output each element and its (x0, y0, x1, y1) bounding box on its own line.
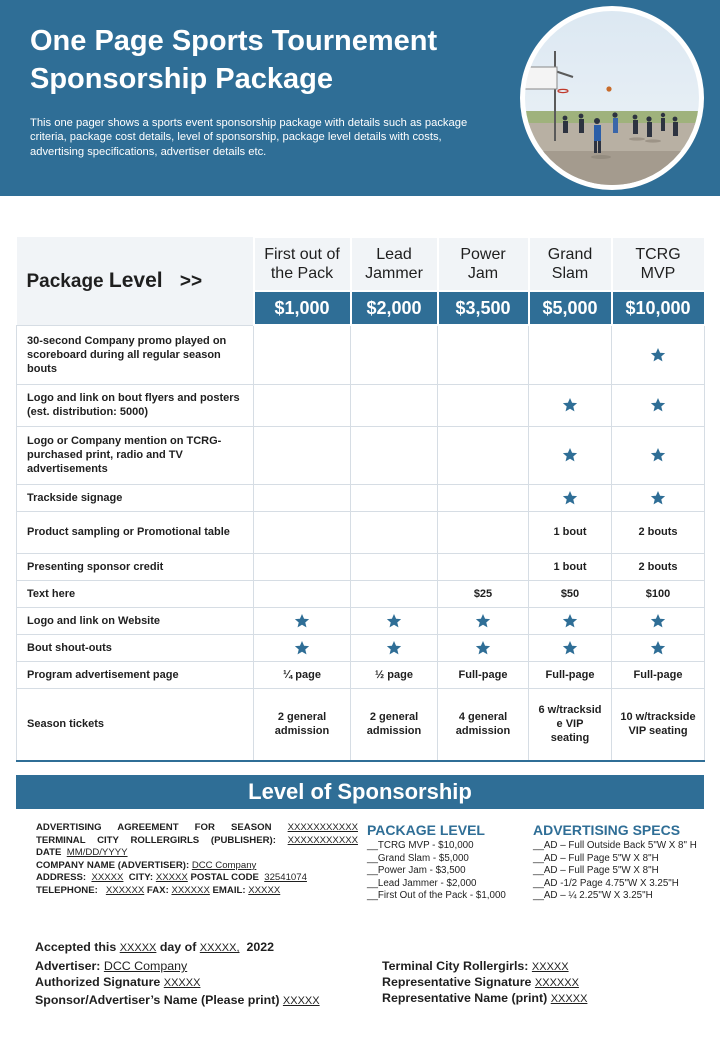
included-cell (612, 426, 705, 484)
value-cell: 2 general admission (351, 688, 438, 761)
value-cell: 1 bout (529, 553, 612, 580)
value-cell: $50 (529, 580, 612, 607)
agreement-publisher-line: TERMINAL CITY ROLLERGIRLS (PUBLISHER): XXXXXXXXXXX (36, 834, 359, 846)
value-cell: $100 (612, 580, 705, 607)
included-cell (529, 484, 612, 511)
terminal-city-value: XXXXX (531, 961, 569, 973)
table-row (17, 634, 705, 661)
package-table (16, 236, 706, 762)
company-value: DCC Company (191, 859, 257, 871)
star-icon (475, 640, 491, 656)
package-level-item: __Lead Jammer - $2,000 (367, 877, 477, 889)
representative-name-line: Representative Name (print) XXXXX (382, 991, 588, 1005)
publisher-value: XXXXXXXXXXX (287, 834, 359, 846)
row-label: Product sampling or Promotional table (17, 511, 254, 553)
agreement-contact-line: TELEPHONE: XXXXXX FAX: XXXXXX EMAIL: XXXXX (36, 884, 281, 896)
value-cell (438, 484, 529, 511)
row-label: Logo and link on Website (17, 607, 254, 634)
value-cell (351, 426, 438, 484)
package-level-title: PACKAGE LEVEL (367, 822, 485, 838)
package-level-heading (17, 237, 254, 325)
page-title-line-2: Sponsorship Package (30, 63, 333, 95)
representative-signature-line: Representative Signature XXXXXX (382, 975, 579, 989)
agreement-company-line: COMPANY NAME (ADVERTISER): DCC Company (36, 859, 257, 871)
package-level-heading-word-1: Package (26, 270, 104, 292)
value-cell: 2 general admission (254, 688, 351, 761)
sponsor-name-line: Sponsor/Advertiser’s Name (Please print) XXXXX (35, 993, 320, 1007)
row-label: Program advertisement page (17, 661, 254, 688)
value-cell (351, 325, 438, 384)
value-cell: 2 bouts (612, 511, 705, 553)
table-row (17, 426, 705, 484)
value-cell (351, 384, 438, 426)
star-icon (650, 640, 666, 656)
basketball-court-photo (525, 11, 699, 185)
value-cell: ¼ page (254, 661, 351, 688)
value-cell (438, 553, 529, 580)
value-cell: 6 w/tracksid e VIP seating (529, 688, 612, 761)
advertiser-line: Advertiser: DCC Company (35, 959, 188, 973)
included-cell (529, 607, 612, 634)
agreement-date-line: DATE MM/DD/YYYY (36, 847, 128, 859)
package-price: $5,000 (529, 291, 612, 325)
table-row (17, 661, 705, 688)
advertising-spec-item: __AD – Full Page 5"W X 8"H (533, 865, 659, 877)
package-price: $10,000 (612, 291, 705, 325)
star-icon (562, 490, 578, 506)
star-icon (386, 613, 402, 629)
value-cell (351, 553, 438, 580)
row-label: Logo and link on bout flyers and posters (est. distribution: 5000) (17, 384, 254, 426)
table-row (17, 511, 705, 553)
season-value: XXXXXXXXXXX (287, 822, 358, 833)
address-value: XXXXX (91, 872, 124, 884)
authorized-signature-value: XXXXX (163, 977, 201, 989)
included-cell (612, 607, 705, 634)
advertising-specs-title: ADVERTISING SPECS (533, 822, 681, 838)
star-icon (650, 447, 666, 463)
representative-signature-value: XXXXXX (534, 977, 579, 989)
star-icon (475, 613, 491, 629)
package-name: First out of the Pack (254, 237, 351, 291)
package-name: Power Jam (438, 237, 529, 291)
value-cell (254, 580, 351, 607)
advertising-specs-list (533, 840, 697, 903)
star-icon (562, 447, 578, 463)
email-value: XXXXX (248, 884, 281, 896)
star-icon (650, 347, 666, 363)
included-cell (529, 384, 612, 426)
value-cell: Full-page (529, 661, 612, 688)
advertising-spec-item: __AD – Full Page 5"W X 8"H (533, 852, 659, 864)
value-cell (438, 325, 529, 384)
package-level-list (367, 840, 506, 903)
included-cell (529, 426, 612, 484)
row-label: Season tickets (17, 688, 254, 761)
value-cell: 1 bout (529, 511, 612, 553)
value-cell: Full-page (438, 661, 529, 688)
advertising-spec-item: __AD – ¼ 2.25"W X 3.25"H (533, 890, 653, 902)
row-label: Trackside signage (17, 484, 254, 511)
star-icon (650, 397, 666, 413)
value-cell (254, 511, 351, 553)
package-level-item: __Grand Slam - $5,000 (367, 852, 469, 864)
value-cell (529, 325, 612, 384)
value-cell (438, 426, 529, 484)
value-cell: 2 bouts (612, 553, 705, 580)
date-value: MM/DD/YYYY (66, 847, 128, 859)
row-label: 30-second Company promo played on scoreboard during all regular season bouts (17, 325, 254, 384)
included-cell (438, 634, 529, 661)
level-of-sponsorship-banner: Level of Sponsorship (16, 775, 704, 809)
value-cell: $25 (438, 580, 529, 607)
included-cell (529, 634, 612, 661)
header-banner (0, 0, 720, 196)
star-icon (294, 640, 310, 656)
included-cell (612, 484, 705, 511)
sponsor-name-value: XXXXX (282, 995, 320, 1007)
star-icon (294, 613, 310, 629)
star-icon (650, 490, 666, 506)
advertising-spec-item: __AD -1/2 Page 4.75"W X 3.25"H (533, 877, 679, 889)
agreement-season-line: ADVERTISING AGREEMENT FOR SEASON XXXXXXXXXXX (36, 822, 358, 833)
page-title (30, 22, 500, 98)
row-label: Logo or Company mention on TCRG-purchased print, radio and TV advertisements (17, 426, 254, 484)
star-icon (562, 640, 578, 656)
table-row (17, 553, 705, 580)
advertising-agreement (36, 822, 358, 898)
star-icon (386, 640, 402, 656)
star-icon (562, 613, 578, 629)
authorized-signature-line: Authorized Signature XXXXX (35, 975, 201, 989)
telephone-value: XXXXXX (105, 884, 145, 896)
representative-name-value: XXXXX (550, 993, 588, 1005)
package-name: Grand Slam (529, 237, 612, 291)
table-row (17, 580, 705, 607)
table-row (17, 484, 705, 511)
table-row (17, 688, 705, 761)
table-row (17, 607, 705, 634)
value-cell (351, 484, 438, 511)
value-cell (351, 511, 438, 553)
page-description: This one pager shows a sports event sponsorship package with details such as package criteria, package cost details, level of sponsorship, package level details with costs, advertising specifications, advertiser details etc. (30, 117, 468, 158)
value-cell (438, 511, 529, 553)
row-label: Presenting sponsor credit (17, 553, 254, 580)
value-cell: 4 general admission (438, 688, 529, 761)
package-price: $3,500 (438, 291, 529, 325)
included-cell (254, 634, 351, 661)
package-name: TCRG MVP (612, 237, 705, 291)
terminal-city-line: Terminal City Rollergirls: XXXXX (382, 959, 569, 973)
value-cell (254, 553, 351, 580)
value-cell (254, 426, 351, 484)
accepted-line: Accepted this XXXXX day of XXXXX, 2022 (35, 940, 275, 954)
package-level-item: __Power Jam - $3,500 (367, 865, 466, 877)
table-row (17, 384, 705, 426)
value-cell (351, 580, 438, 607)
star-icon (562, 397, 578, 413)
accepted-day-value: XXXXX (119, 942, 157, 954)
package-price: $2,000 (351, 291, 438, 325)
advertiser-value: DCC Company (103, 959, 188, 973)
star-icon (650, 613, 666, 629)
row-label: Bout shout-outs (17, 634, 254, 661)
package-level-arrow: >> (179, 270, 203, 292)
agreement-address-line: ADDRESS: XXXXX CITY: XXXXX POSTAL CODE 32541074 (36, 872, 307, 884)
included-cell (351, 607, 438, 634)
value-cell (438, 384, 529, 426)
included-cell (351, 634, 438, 661)
included-cell (612, 325, 705, 384)
accepted-month-value: XXXXX, (199, 942, 240, 954)
package-level-heading-word-2: Level (108, 268, 163, 292)
package-level-item: __TCRG MVP - $10,000 (367, 840, 474, 851)
postal-code-value: 32541074 (264, 872, 307, 884)
package-level-item: __First Out of the Pack - $1,000 (367, 890, 506, 902)
included-cell (438, 607, 529, 634)
included-cell (612, 634, 705, 661)
package-table-body (17, 325, 705, 761)
page-title-line-1: One Page Sports Tournement (30, 25, 438, 57)
value-cell: 10 w/trackside VIP seating (612, 688, 705, 761)
city-value: XXXXX (155, 872, 188, 884)
included-cell (612, 384, 705, 426)
value-cell: Full-page (612, 661, 705, 688)
value-cell (254, 384, 351, 426)
table-row (17, 325, 705, 384)
fax-value: XXXXXX (171, 884, 210, 896)
package-name: Lead Jammer (351, 237, 438, 291)
package-price: $1,000 (254, 291, 351, 325)
included-cell (254, 607, 351, 634)
value-cell (254, 325, 351, 384)
value-cell (254, 484, 351, 511)
advertising-spec-item: __AD – Full Outside Back 5"W X 8" H (533, 840, 697, 851)
row-label: Text here (17, 580, 254, 607)
value-cell: ½ page (351, 661, 438, 688)
